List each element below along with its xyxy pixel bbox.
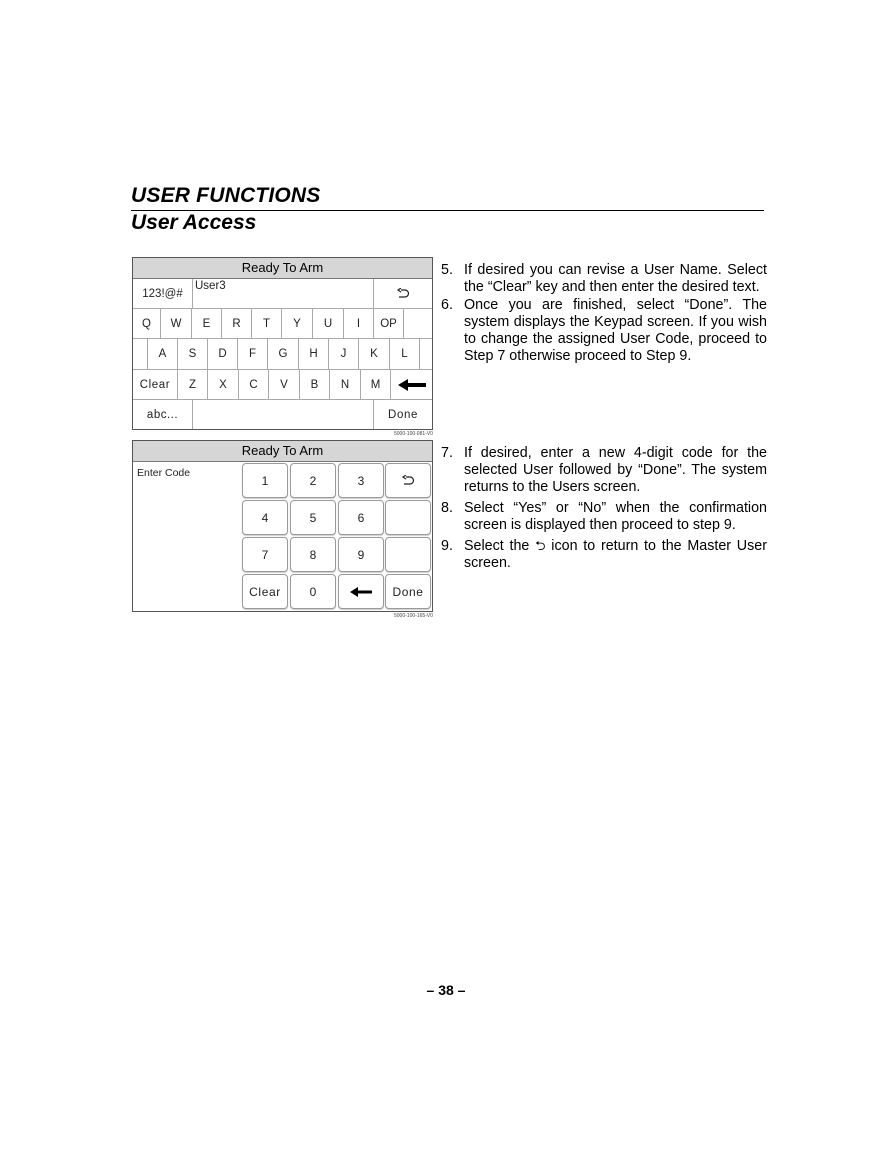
key-r[interactable]: R xyxy=(232,317,241,330)
part-number: 5000-100-165-V0 xyxy=(394,613,433,619)
divider xyxy=(403,309,404,338)
step-text: Once you are finished, select “Done”. The system displays the Keypad screen. If you wish to change the assigned User Code, proceed to Step 7 otherwise proceed to Step 9. xyxy=(464,297,767,364)
keyboard-row-3 xyxy=(133,370,432,399)
left-arrow-icon[interactable] xyxy=(391,370,432,399)
key-w[interactable]: W xyxy=(170,317,182,330)
page-number: – 38 – xyxy=(426,982,466,998)
key-l[interactable]: L xyxy=(401,348,408,360)
key-op[interactable]: OP xyxy=(380,317,397,330)
step-number: 9. xyxy=(441,538,453,554)
key-6[interactable]: 6 xyxy=(338,500,384,535)
key-d[interactable]: D xyxy=(218,348,227,360)
back-arrow-icon: ⮌ xyxy=(535,539,546,554)
abc-mode-key[interactable]: abc... xyxy=(146,408,179,421)
steps-group-2 xyxy=(441,445,767,572)
step-number: 7. xyxy=(441,445,453,461)
done-key[interactable]: Done xyxy=(388,408,418,421)
step-text: Select “Yes” or “No” when the confirmation screen is displayed then proceed to step 9. xyxy=(464,500,767,533)
key-7[interactable]: 7 xyxy=(242,537,288,572)
key-k[interactable]: K xyxy=(370,348,378,360)
step-text: If desired, enter a new 4-digit code for the selected User followed by “Done”. The system returns to the Users screen. xyxy=(464,445,767,495)
key-s[interactable]: S xyxy=(188,348,197,360)
step-9 xyxy=(441,538,767,572)
key-4[interactable]: 4 xyxy=(242,500,288,535)
clear-key[interactable]: Clear xyxy=(139,378,171,391)
key-5[interactable]: 5 xyxy=(290,500,336,535)
keyboard-row-1 xyxy=(133,309,432,338)
step-5 xyxy=(441,262,767,296)
key-i[interactable]: I xyxy=(356,317,361,330)
key-3[interactable]: 3 xyxy=(338,463,384,498)
key-t[interactable]: T xyxy=(262,317,271,330)
left-arrow-icon[interactable] xyxy=(338,574,384,609)
code-entry-screen xyxy=(132,440,433,612)
key-a[interactable]: A xyxy=(158,348,167,360)
step-text: If desired you can revise a User Name. Select the “Clear” key and then enter the desired text. xyxy=(464,262,767,295)
done-key[interactable]: Done xyxy=(385,574,431,609)
key-u[interactable]: U xyxy=(323,317,333,330)
key-8[interactable]: 8 xyxy=(290,537,336,572)
key-0[interactable]: 0 xyxy=(290,574,336,609)
key-e[interactable]: E xyxy=(202,317,211,330)
key-j[interactable]: J xyxy=(340,348,347,360)
step-text-after: icon to return to the Master User screen. xyxy=(464,538,767,571)
status-bar: Ready To Arm xyxy=(133,258,432,279)
key-h[interactable]: H xyxy=(309,348,318,360)
back-arrow-icon[interactable] xyxy=(374,279,432,308)
symbols-mode-key[interactable]: 123!@# xyxy=(142,287,183,300)
key-m[interactable]: M xyxy=(370,378,381,391)
space-key[interactable] xyxy=(193,400,373,429)
key-2[interactable]: 2 xyxy=(290,463,336,498)
key-z[interactable]: Z xyxy=(188,378,197,391)
key-v[interactable]: V xyxy=(280,378,288,391)
key-9[interactable]: 9 xyxy=(338,537,384,572)
key-f[interactable]: F xyxy=(248,348,257,360)
step-number: 5. xyxy=(441,262,453,278)
key-1[interactable]: 1 xyxy=(242,463,288,498)
code-prompt: Enter Code xyxy=(137,467,191,479)
back-arrow-icon[interactable] xyxy=(385,463,431,498)
step-text-before: Select the xyxy=(464,538,530,554)
step-number: 8. xyxy=(441,500,453,516)
step-7 xyxy=(441,445,767,496)
key-x[interactable]: X xyxy=(219,378,227,391)
clear-key[interactable]: Clear xyxy=(242,574,288,609)
status-bar: Ready To Arm xyxy=(133,441,432,462)
keyboard-screen xyxy=(132,257,433,430)
part-number: 5000-100-081-V0 xyxy=(394,431,433,437)
step-6 xyxy=(441,297,767,365)
blank-key xyxy=(385,537,431,572)
key-y[interactable]: Y xyxy=(293,317,301,330)
divider xyxy=(419,339,420,369)
key-n[interactable]: N xyxy=(340,378,350,391)
step-8 xyxy=(441,500,767,534)
key-b[interactable]: B xyxy=(310,378,319,391)
user-name-value: User3 xyxy=(195,280,226,292)
key-c[interactable]: C xyxy=(249,378,258,391)
keyboard-row-2 xyxy=(133,339,432,369)
key-q[interactable]: Q xyxy=(142,317,151,330)
step-number: 6. xyxy=(441,297,453,313)
section-title: USER FUNCTIONS xyxy=(131,184,321,207)
user-name-field[interactable] xyxy=(193,279,373,308)
key-g[interactable]: G xyxy=(278,348,288,360)
subsection-title: User Access xyxy=(131,211,257,234)
steps-group-1 xyxy=(441,262,767,365)
blank-key xyxy=(385,500,431,535)
